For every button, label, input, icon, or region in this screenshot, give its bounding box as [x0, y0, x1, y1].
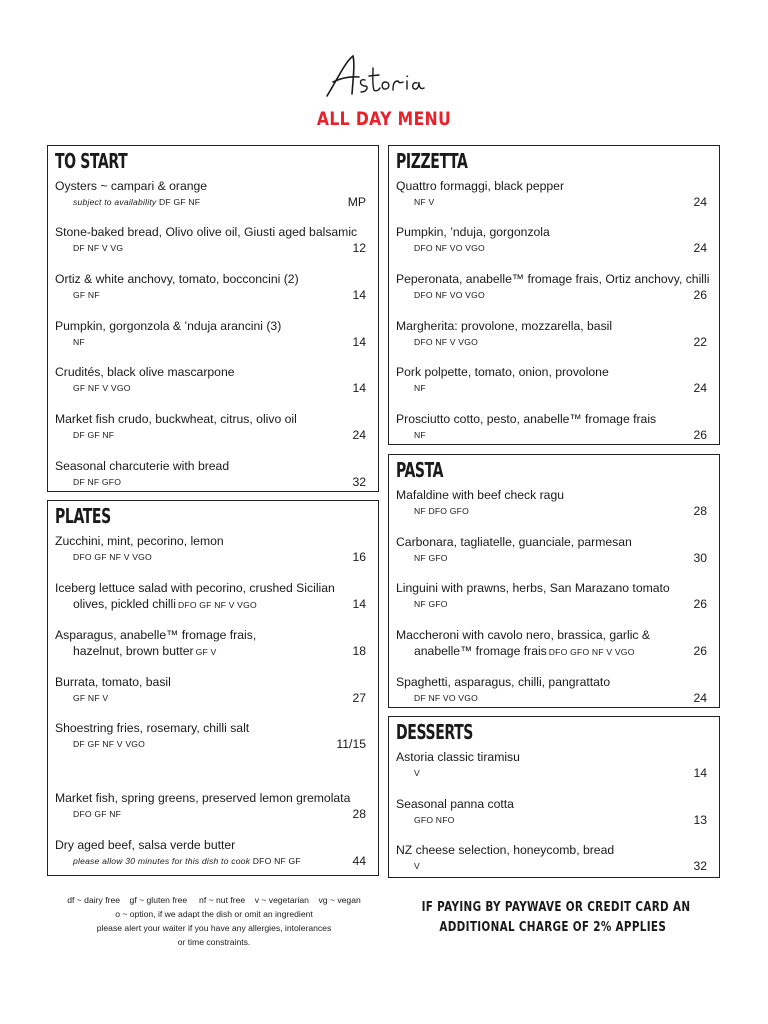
item-price: 26: [693, 644, 707, 658]
menu-item: Pumpkin, ’nduja, gorgonzola DFO NF VO VGO 24: [396, 225, 707, 255]
section-pizzetta: [388, 145, 720, 445]
menu-item: Pork polpette, tomato, onion, provolone NF 24: [396, 365, 707, 395]
menu-item: Pumpkin, gorgonzola & ’nduja arancini (3) NF 14: [55, 319, 366, 349]
item-price: 14: [352, 381, 366, 395]
menu-item: Market fish, spring greens, preserved lemon gremolata DFO GF NF 28: [55, 791, 366, 821]
section-title-desserts: DESSERTS: [396, 720, 474, 744]
item-price: 28: [352, 807, 366, 821]
item-price: 30: [693, 551, 707, 565]
logo-script: [319, 50, 449, 108]
section-title-pasta: PASTA: [396, 458, 444, 482]
item-price: 32: [352, 475, 366, 489]
restaurant-logo: [0, 50, 768, 113]
item-price: 44: [352, 854, 366, 868]
menu-item: Iceberg lettuce salad with pecorino, crushed Sicilian olives, pickled chilli DFO GF NF V VGO 14: [55, 581, 366, 611]
menu-item: Quattro formaggi, black pepper NF V 24: [396, 179, 707, 209]
item-price: 14: [352, 335, 366, 349]
menu-item: Seasonal charcuterie with bread DF NF GFO 32: [55, 459, 366, 489]
section-plates: [47, 500, 379, 876]
item-price: 24: [693, 195, 707, 209]
item-price: 24: [352, 428, 366, 442]
menu-item: Zucchini, mint, pecorino, lemon DFO GF NF V VGO 16: [55, 534, 366, 564]
item-price: 12: [352, 241, 366, 255]
item-price: 26: [693, 428, 707, 442]
item-price: 24: [693, 691, 707, 705]
menu-subtitle: ALL DAY MENU: [316, 108, 452, 130]
menu-item: Peperonata, anabelle™ fromage frais, Ortiz anchovy, chilli DFO NF VO VGO 26: [396, 272, 710, 302]
item-price: 14: [352, 597, 366, 611]
menu-item: Margherita: provolone, mozzarella, basil DFO NF V VGO 22: [396, 319, 707, 349]
item-price: 13: [693, 813, 707, 827]
menu-item: Astoria classic tiramisu V 14: [396, 750, 707, 780]
menu-item: Burrata, tomato, basil GF NF V 27: [55, 675, 366, 705]
menu-item: Market fish crudo, buckwheat, citrus, olivo oil DF GF NF 24: [55, 412, 366, 442]
menu-item: Oysters ~ campari & orange subject to availability DF GF NF MP: [55, 179, 366, 209]
section-title-plates: PLATES: [55, 504, 111, 528]
menu-item: Dry aged beef, salsa verde butter please allow 30 minutes for this dish to cook DFO NF GF 44: [55, 838, 366, 868]
item-price: 26: [693, 288, 707, 302]
menu-item: Seasonal panna cotta GFO NFO 13: [396, 797, 707, 827]
section-to-start: [47, 145, 379, 492]
item-price: 11/15: [336, 737, 366, 751]
menu-item: Prosciutto cotto, pesto, anabelle™ fromage frais NF 26: [396, 412, 707, 442]
menu-item: Linguini with prawns, herbs, San Marazano tomato NF GFO 26: [396, 581, 707, 611]
section-desserts: [388, 716, 720, 878]
menu-item: Shoestring fries, rosemary, chilli salt DF GF NF V VGO 11/15: [55, 721, 366, 751]
item-price: 16: [352, 550, 366, 564]
menu-item: Asparagus, anabelle™ fromage frais, hazelnut, brown butter GF V 18: [55, 628, 366, 658]
item-price: 24: [693, 241, 707, 255]
item-price: MP: [347, 195, 366, 209]
menu-item: Spaghetti, asparagus, chilli, pangrattato DF NF VO VGO 24: [396, 675, 707, 705]
menu-item: Ortiz & white anchovy, tomato, bocconcini (2) GF NF 14: [55, 272, 366, 302]
item-price: 24: [693, 381, 707, 395]
item-price: 28: [693, 504, 707, 518]
item-price: 22: [693, 335, 707, 349]
section-title-to-start: TO START: [55, 149, 128, 173]
dietary-key: df ~ dairy free gf ~ gluten free nf ~ nut free v ~ vegetarian vg ~ vegan o ~ option, if we adapt the dish or omit an ingredient please alert your waiter if you have any allergies, intolerances or time constraints.: [67, 895, 361, 947]
menu-item: Maccheroni with cavolo nero, brassica, garlic & anabelle™ fromage frais DFO GFO NF V VGO 26: [396, 628, 707, 658]
item-price: 26: [693, 597, 707, 611]
item-price: 18: [352, 644, 366, 658]
section-pasta: [388, 454, 720, 708]
menu-item: Carbonara, tagliatelle, guanciale, parmesan NF GFO 30: [396, 535, 707, 565]
menu-item: Stone-baked bread, Olivo olive oil, Giusti aged balsamic DF NF V VG 12: [55, 225, 366, 255]
menu-item: Mafaldine with beef check ragu NF DFO GFO 28: [396, 488, 707, 518]
item-price: 14: [693, 766, 707, 780]
item-price: 32: [693, 859, 707, 873]
card-surcharge-notice: IF PAYING BY PAYWAVE OR CREDIT CARD AN ADDITIONAL CHARGE OF 2% APPLIES: [421, 900, 691, 935]
menu-item: Crudités, black olive mascarpone GF NF V VGO 14: [55, 365, 366, 395]
section-title-pizzetta: PIZZETTA: [396, 149, 468, 173]
menu-item: NZ cheese selection, honeycomb, bread V 32: [396, 843, 707, 873]
item-price: 14: [352, 288, 366, 302]
item-price: 27: [352, 691, 366, 705]
